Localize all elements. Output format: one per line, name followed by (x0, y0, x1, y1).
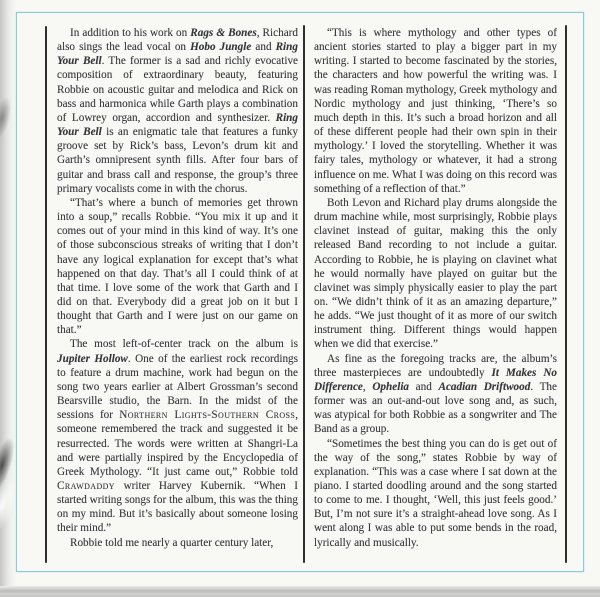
text-column-left (57, 26, 298, 566)
text-run: Robbie told me nearly a quarter century later, (70, 536, 274, 549)
scan-bottom-edge (0, 586, 600, 597)
song-title: Hobo Jungle (190, 41, 252, 54)
text-run: As fine as the foregoing tracks are, the album’s three masterpieces are undoubtedly (314, 352, 557, 379)
paragraph (314, 196, 557, 352)
text-run: . The former was an out-and-out love song and, as such, was atypical for both Robbie as a songwriter and The Band as a group. (314, 380, 557, 436)
text-run: is an enigmatic tale that features a funky groove set by Rick’s bass, Levon’s drum kit and Garth’s omnipresent synth fills. After four bars of guitar and brass call and response, the group’s three primary vocalists come in with the chorus. (57, 126, 298, 195)
song-title: Acadian Driftwood (438, 380, 531, 393)
album-name: Crawdaddy (57, 480, 115, 492)
text-column-right (314, 26, 557, 566)
song-title: Ophelia (372, 380, 410, 393)
paragraph (57, 337, 298, 535)
text-run: and (251, 41, 276, 54)
song-title: It Makes No Difference (314, 366, 557, 393)
text-run: In addition to his work on (70, 27, 191, 39)
text-run: , someone remembered the track and suggested it be resurrected. The words were written at Shangri-La and were partially inspired by the Encyclopedia of Greek Mythology. “It just came out,” Robbie told (57, 409, 298, 478)
paragraph (57, 26, 298, 196)
text-run: “Sometimes the best thing you can do is get out of the way of the song,” states Robbie by way of explanation. “This was a case where I sat down at the piano. I started doodling around and the song started to come to me. I thought, ‘Well, this just feels good.’ But, I’m not sure it’s a straight-ahead love song. As I went along I was able to put some bends in the road, lyrically and musically. (314, 437, 557, 549)
text-run: Both Levon and Richard play drums alongside the drum machine while, most surprisingly, Robbie plays clavinet instead of guitar, making this the only released Band recording to not include a guitar. According to Robbie, he is playing on clavinet what he would normally have played on guitar but the clavinet was simply physically easier to play the part on. “We didn’t think of it as an amazing departure,” he adds. “We just thought of it as more of our switch instrument thing. Different things would happen when we did that exercise.” (314, 196, 557, 351)
text-run: , (362, 380, 373, 393)
song-title: Ring Your Bell (57, 41, 298, 68)
song-title: Rags & Bones (190, 27, 257, 39)
text-run: The most left-of-center track on the album is (70, 338, 298, 351)
text-run: , Richard also sings the lead vocal on (57, 27, 298, 54)
column-rule-left (45, 26, 47, 563)
column-rule-middle (303, 25, 305, 563)
paragraph (314, 352, 557, 437)
column-rule-right (565, 25, 567, 563)
paragraph (314, 437, 557, 550)
song-title: Ring Your Bell (57, 111, 298, 139)
paragraph (314, 26, 557, 196)
paragraph (57, 536, 298, 550)
text-run: “That’s where a bunch of memories get thrown into a soup,” recalls Robbie. “You mix it up and it comes out of your mind in this kind of way. It’s one of those subconscious streaks of writing that I don’t have any logical explanation for except that’s what happened on that day. That’s all I could think of at that time. I love some of the work that Garth and I did on that. Everybody did a great job on it but I thought that Garth and I were just on our game on that.” (57, 196, 298, 337)
song-title: Jupiter Hollow (57, 352, 128, 365)
album-name: Northern Lights-Southern Cross (119, 409, 296, 422)
text-run: and (409, 380, 439, 393)
paragraph (57, 196, 298, 338)
scan-edge-artifact (0, 95, 15, 142)
text-run: . The former is a sad and richly evocative composition of extraordinary beauty, featuring Robbie on acoustic guitar and melodica and Rick on bass and harmonica while Garth plays a combination of Lowrey organ, accordion and synthesizer. (57, 55, 298, 124)
text-run: writer Harvey Kubernik. “When I started writing songs for the album, this was the thing on my mind. But it’s basically about someone losing their mind.” (57, 480, 298, 535)
text-run: . One of the earliest rock recordings to feature a drum machine, work had begun on the song two years earlier at Albert Grossman’s second Bearsville studio, the Barn. In the midst of the sessions for (57, 352, 298, 422)
text-run: “This is where mythology and other types of ancient stories started to play a bigger part in my writing. I started to become fascinated by the stories, the characters and how powerful the writing was. I was reading Roman mythology, Greek mythology and Nordic mythology and just thinking, ‘There’s so much depth in this. It’s such a broad horizon and all of these different people had their own spin in their mythology.’ I loved the storytelling. Whether it was fairy tales, mythology or whatever, it had a strong influence on me. What I was doing on this record was something of a reflection of that.” (314, 27, 557, 195)
